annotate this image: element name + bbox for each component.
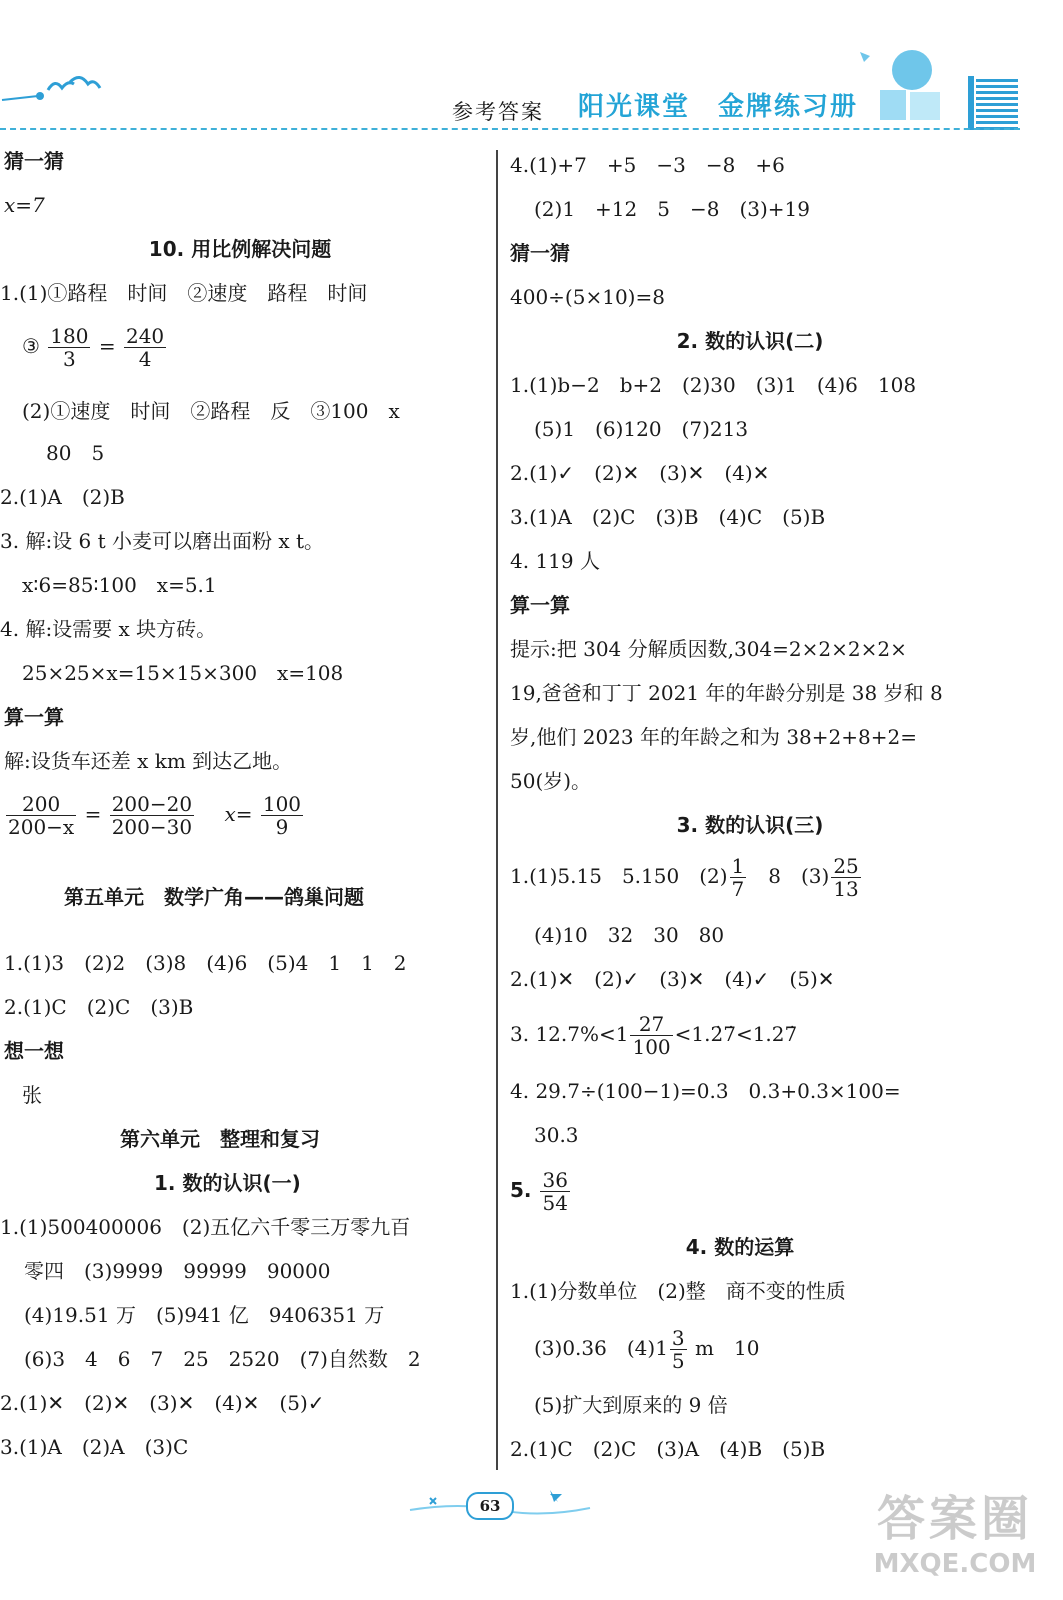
answer-line: 3.(1)A (2)A (3)C [0, 1435, 189, 1459]
header-bar [968, 76, 974, 130]
answer-line: 4. 119 人 [510, 549, 600, 573]
answer-line-fraction [22, 324, 168, 370]
answer-line: (5)1 (6)120 (7)213 [534, 417, 749, 441]
denominator: 13 [833, 877, 859, 901]
fraction [261, 793, 303, 838]
denominator: 4 [138, 347, 152, 371]
hint-line: 岁,他们 2023 年的年龄之和为 38+2+8+2= [510, 725, 917, 749]
numerator: 25 [833, 854, 859, 878]
answer-number: 5. [510, 1178, 539, 1202]
watermark [870, 1480, 1040, 1590]
section-heading: 想一想 [4, 1039, 64, 1063]
birds-icon [0, 70, 110, 110]
answer-line: 30.3 [534, 1123, 579, 1147]
fraction [730, 855, 747, 900]
numerator: 1 [731, 854, 745, 878]
fraction [630, 1013, 672, 1058]
answer-line-fraction [510, 1010, 797, 1058]
answer-text: <1.2̇7̇<1.27̇ [674, 1022, 798, 1046]
answer-line: 1.(1)500400006 (2)五亿六千零三万零九百 [0, 1215, 411, 1239]
fraction [670, 1327, 687, 1372]
answer-line: 1.(1)3 (2)2 (3)8 (4)6 (5)4 1 1 2 [4, 951, 407, 975]
denominator: 200−x [8, 815, 75, 839]
answer-line: 2.(1)A (2)B [0, 485, 125, 509]
lesson-title: 2. 数的认识(二) [676, 329, 824, 353]
answer-line: (5)扩大到原来的 9 倍 [534, 1393, 728, 1417]
watermark-url: MXQE.COM [873, 1549, 1037, 1579]
answer-line: (4)19.51 万 (5)941 亿 9406351 万 [24, 1303, 385, 1327]
numerator: 27 [630, 1013, 672, 1036]
answer-line: 2.(1)✕ (2)✕ (3)✕ (4)✕ (5)✓ [0, 1391, 325, 1415]
answer-line: (2)1 +12 5 −8 (3)+19 [534, 197, 811, 221]
answer-text: 3. 12.7%<1 [510, 1022, 629, 1046]
brand-title-1: 阳光课堂 [578, 92, 691, 122]
column-divider [496, 150, 498, 1470]
numerator: 180 [50, 324, 89, 348]
lesson-title: 3. 数的认识(三) [676, 813, 824, 837]
answer-line: (2)①速度 时间 ②路程 反 ③100 x [22, 399, 400, 423]
denominator: 9 [275, 815, 289, 839]
numerator: 36 [542, 1168, 568, 1192]
page-number: 63 [466, 1492, 514, 1520]
unit-title: 第五单元 数学广角——鸽巢问题 [64, 885, 364, 909]
answer-text: 8 (3) [748, 864, 830, 888]
section-heading: 猜一猜 [510, 241, 570, 265]
answer-line: 4. 29.7÷(100−1)=0.3 0.3+0.3×100= [510, 1079, 901, 1103]
brand-title-2: 金牌练习册 [718, 92, 859, 122]
lesson-title: 1. 数的认识(一) [154, 1171, 301, 1195]
answer-line: 400÷(5×10)=8 [510, 285, 665, 309]
answer-line: x∶6=85∶100 x=5.1 [22, 573, 217, 597]
answer-line: 1.(1)①路程 时间 ②速度 路程 时间 [0, 281, 368, 305]
answer-line: 2.(1)C (2)C (3)A (4)B (5)B [510, 1437, 826, 1461]
page-header [0, 0, 1063, 140]
answer-line: 1.(1)b−2 b+2 (2)30 (3)1 (4)6 108 [510, 373, 917, 397]
fraction [831, 855, 860, 900]
answer-line: x=7 [4, 193, 45, 217]
section-heading: 算一算 [4, 705, 64, 729]
answer-line: 2.(1)✓ (2)✕ (3)✕ (4)✕ [510, 461, 770, 485]
watermark-text: 答案圈 [876, 1491, 1033, 1547]
denominator: 3 [63, 347, 76, 371]
lesson-title: 10. 用比例解决问题 [148, 237, 332, 261]
fraction [540, 1169, 569, 1214]
section-heading: 算一算 [510, 593, 570, 617]
denominator: 5 [671, 1349, 685, 1373]
answer-line: 4.(1)+7 +5 −3 −8 +6 [510, 153, 785, 177]
answer-line: 1.(1)分数单位 (2)整 商不变的性质 [510, 1279, 846, 1303]
answer-text: 1.(1)5.15 5.150 (2) [510, 864, 728, 888]
answer-line: 80 5 [46, 441, 105, 465]
answer-line-fraction [510, 1166, 572, 1214]
numerator: 200 [6, 793, 76, 816]
telescope-icon [850, 40, 960, 126]
answer-line-fraction [534, 1324, 759, 1372]
denominator: 200−30 [111, 815, 193, 839]
answer-line: (4)10 32 30 80 [534, 923, 725, 947]
x-equals: x= [224, 802, 253, 826]
answer-text: (3)0.36 (4)1 [534, 1336, 668, 1360]
answer-line: 解:设货车还差 x km 到达乙地。 [4, 749, 293, 773]
hint-line: 19,爸爸和丁丁 2021 年的年龄分别是 38 岁和 8 [510, 681, 943, 705]
denominator: 54 [542, 1191, 568, 1215]
fraction [6, 793, 76, 838]
header-divider [0, 128, 1020, 130]
answer-line: 3. 解:设 6 t 小麦可以磨出面粉 x t。 [0, 529, 325, 553]
answer-line: 2.(1)✕ (2)✓ (3)✕ (4)✓ (5)✕ [510, 967, 835, 991]
hint-line: 提示:把 304 分解质因数,304=2×2×2×2× [510, 637, 907, 661]
answer-line: 张 [22, 1083, 42, 1107]
equals-sign: = [84, 802, 102, 826]
equals-sign: = [98, 334, 116, 358]
circled-3: ③ [22, 334, 40, 358]
fraction [48, 325, 90, 370]
denominator: 100 [632, 1035, 671, 1059]
denominator: 7 [731, 877, 745, 901]
numerator: 200−20 [111, 792, 193, 816]
brand-title [578, 86, 886, 123]
header-stripes [976, 76, 1018, 130]
hint-line: 50(岁)。 [510, 769, 592, 793]
answer-line-fraction [4, 790, 305, 838]
section-heading: 猜一猜 [4, 149, 64, 173]
numerator: 100 [262, 792, 302, 816]
answer-line: 零四 (3)9999 99999 90000 [24, 1259, 331, 1283]
answer-line: 2.(1)C (2)C (3)B [4, 995, 194, 1019]
answer-line: 4. 解:设需要 x 块方砖。 [0, 617, 217, 641]
lesson-title: 4. 数的运算 [685, 1235, 795, 1259]
numerator: 240 [125, 324, 165, 348]
answer-line: 3.(1)A (2)C (3)B (4)C (5)B [510, 505, 826, 529]
answer-line: (6)3 4 6 7 25 2520 (7)自然数 2 [24, 1347, 421, 1371]
fraction [110, 793, 194, 838]
reference-answer-label: 参考答案 [452, 100, 544, 124]
answer-line-fraction [510, 852, 863, 900]
answer-line: 25×25×x=15×15×300 x=108 [22, 661, 344, 685]
answer-text: m 10 [688, 1336, 760, 1360]
numerator: 3 [671, 1326, 685, 1350]
fraction [124, 325, 166, 370]
unit-title: 第六单元 整理和复习 [120, 1127, 320, 1151]
